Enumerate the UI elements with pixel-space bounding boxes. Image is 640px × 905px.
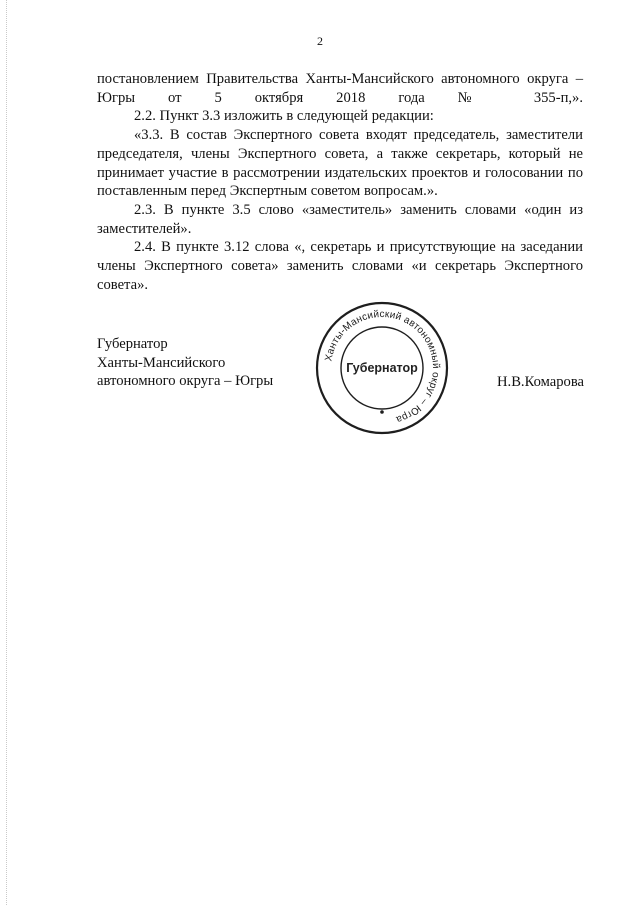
paragraph-3-3-quote: «3.3. В состав Экспертного совета входят председатель, заместители председателя, члены Экспертного совета, а также секретарь, который не принимает участие в рассмотрении издательских проектов и голосовании по поставленным перед Экспертным советом вопросам.». xyxy=(97,127,583,200)
page-edge-line xyxy=(6,0,7,905)
signatory-name: Н.В.Комарова xyxy=(497,374,584,390)
paragraph-2-4: 2.4. В пункте 3.12 слова «, секретарь и присутствующие на заседании члены Экспертного совета» заменить словами «и секретарь Экспертного совета». xyxy=(97,239,583,293)
paragraph-continuation: постановлением Правительства Ханты-Мансийского автономного округа – Югры от 5 октября 2018 года № 355-п,». xyxy=(97,71,583,106)
seal-dot xyxy=(380,410,384,414)
page-number: 2 xyxy=(317,34,323,48)
signatory-title xyxy=(97,335,273,391)
seal-center-text: Губернатор xyxy=(346,361,418,375)
signatory-title-line-2: Ханты-Мансийского xyxy=(97,354,226,371)
seal-ring-text: Ханты-Мансийский автономный округ – Югра xyxy=(323,308,442,425)
signatory-title-line-3: автономного округа – Югры xyxy=(97,373,274,390)
document-body xyxy=(97,70,583,294)
official-seal xyxy=(314,300,450,436)
paragraph-2-3: 2.3. В пункте 3.5 слово «заместитель» заменить словами «один из заместителей». xyxy=(97,201,583,237)
paragraph-2-2: 2.2. Пункт 3.3 изложить в следующей редакции: xyxy=(134,108,434,125)
signatory-title-line-1: Губернатор xyxy=(97,336,168,352)
